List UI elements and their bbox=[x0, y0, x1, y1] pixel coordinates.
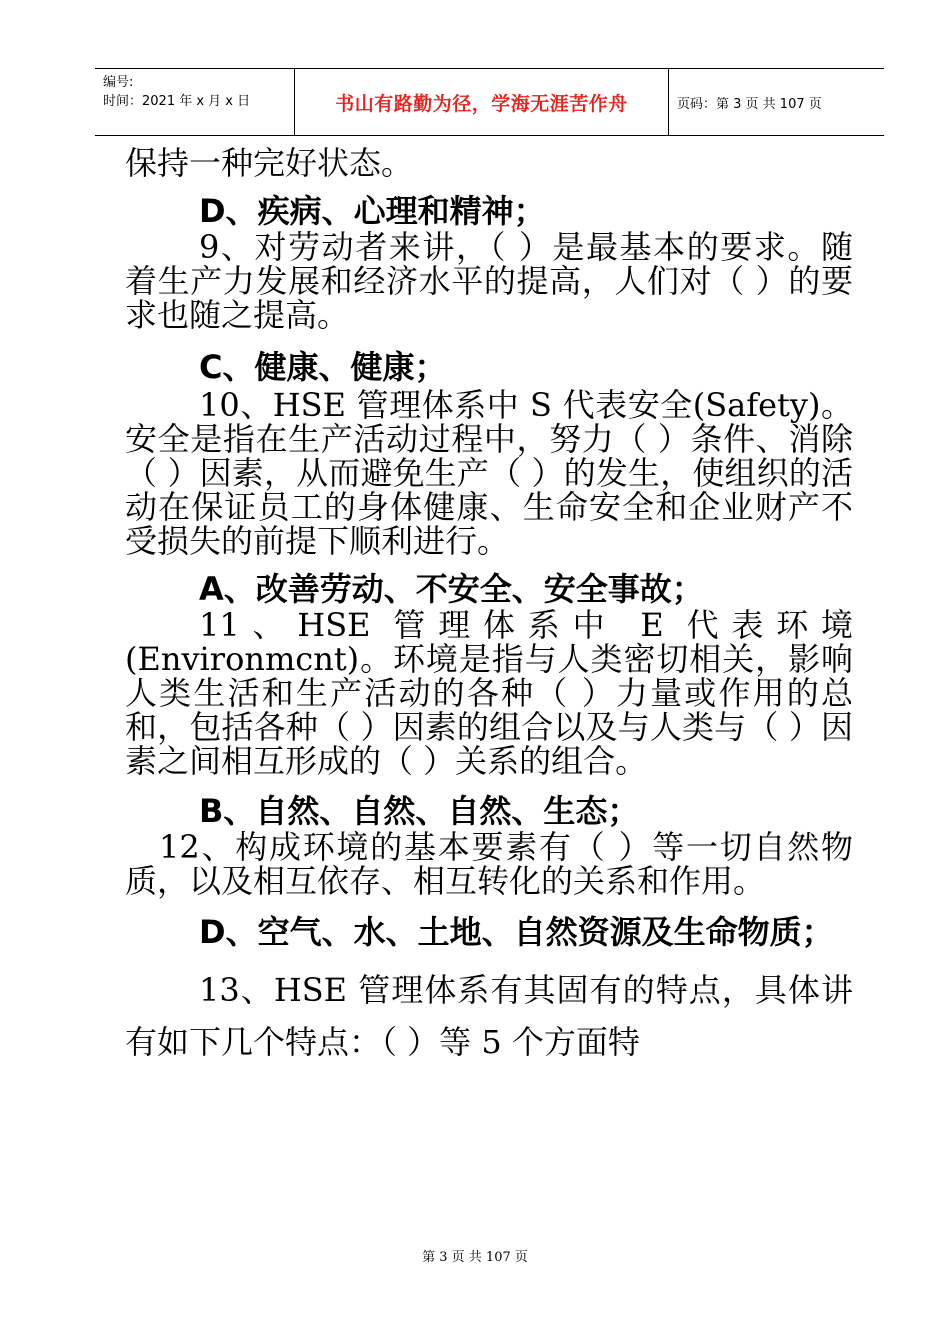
header-slogan-cell bbox=[295, 69, 669, 135]
page-footer: 第 3 页 共 107 页 bbox=[422, 1250, 528, 1265]
question-13: 13、HSE 管理体系有其固有的特点，具体讲有如下几个特点：（ ）等 5 个方面特 bbox=[125, 971, 853, 1061]
header-meta-cell bbox=[95, 69, 295, 135]
document-body bbox=[125, 146, 853, 1068]
document-time-label: 时间：2021 年 x 月 x 日 bbox=[103, 94, 251, 109]
answer-11: B、自然、自然、自然、生态； bbox=[199, 792, 640, 830]
header-page-cell bbox=[669, 69, 884, 135]
document-number-label: 编号: bbox=[103, 75, 134, 90]
answer-9: C、健康、健康； bbox=[199, 348, 447, 386]
header-page-number: 页码：第 3 页 共 107 页 bbox=[677, 96, 822, 112]
question-10: 10、HSE 管理体系中 S 代表安全(Safety)。安全是指在生产活动过程中，努力（ ）条件、消除（ ）因素，从而避免生产（ ）的发生，使组织的活动在保证员工的身体健康、生命安全和企业财产不受损失的前提下顺利进行。 bbox=[125, 386, 853, 560]
question-9: 9、对劳动者来讲，（ ）是最基本的要求。随着生产力发展和经济水平的提高，人们对（ ）的要求也随之提高。 bbox=[125, 228, 853, 334]
header-slogan: 书山有路勤为径，学海无涯苦作舟 bbox=[335, 92, 628, 115]
answer-8: D、疾病、心理和精神； bbox=[199, 192, 546, 230]
question-12: 12、构成环境的基本要素有（ ）等一切自然物质，以及相互依存、相互转化的关系和作用。 bbox=[125, 828, 853, 900]
paragraph-continued: 保持一种完好状态。 bbox=[125, 144, 414, 182]
question-11: 11、HSE 管理体系中 E 代表环境(Environmcnt)。环境是指与人类密切相关，影响人类生活和生产活动的各种（ ）力量或作用的总和，包括各种（ ）因素的组合以及与人类与（ ）因素之间相互形成的（ ）关系的组合。 bbox=[125, 606, 853, 780]
answer-12: D、空气、水、土地、自然资源及生命物质； bbox=[199, 913, 834, 951]
document-header bbox=[95, 68, 884, 136]
answer-10: A、改善劳动、不安全、安全事故； bbox=[199, 570, 704, 608]
